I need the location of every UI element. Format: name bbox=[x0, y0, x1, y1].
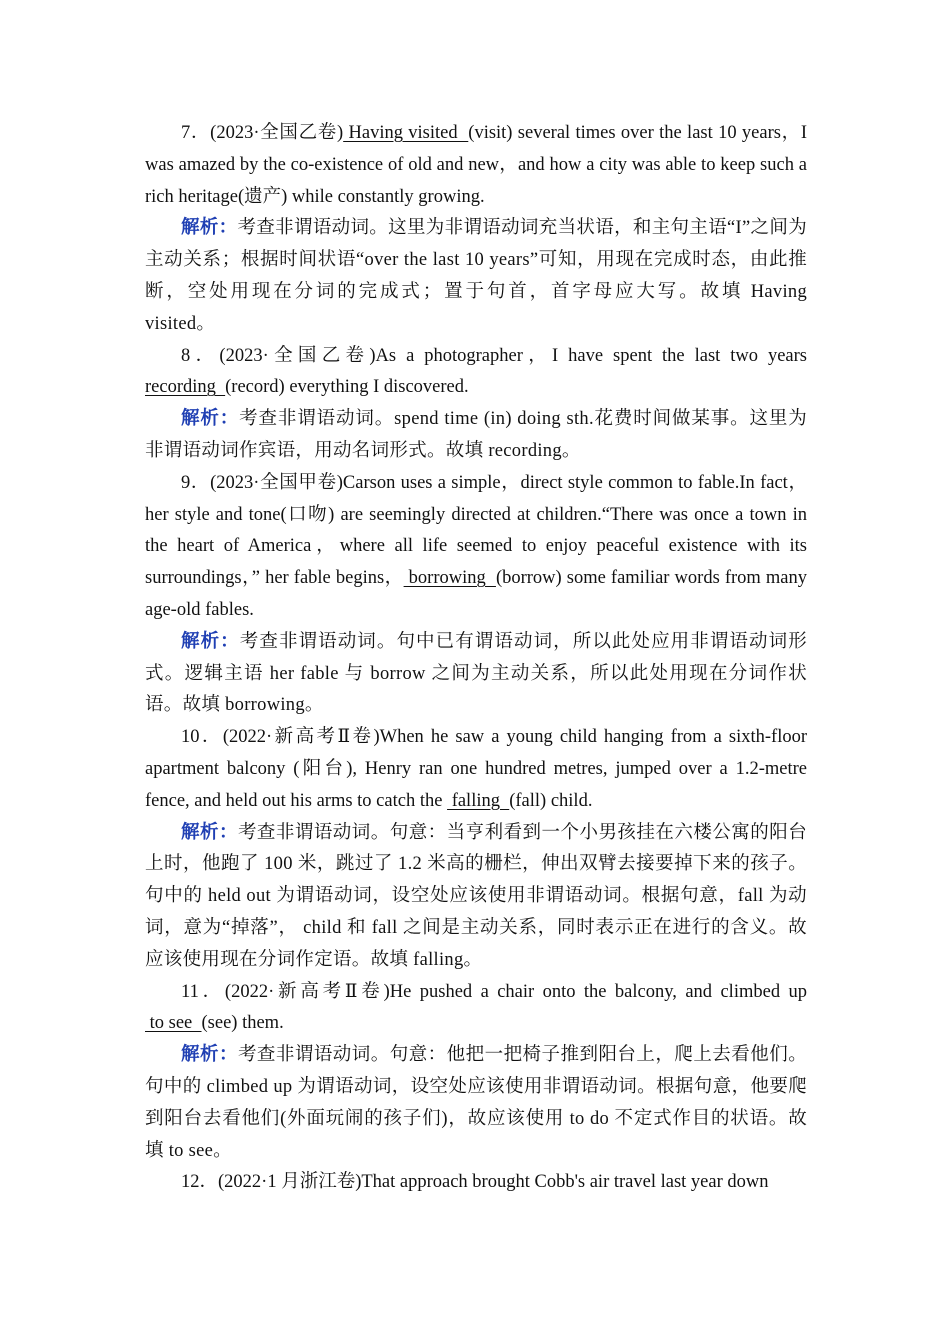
answer-blank: falling bbox=[447, 790, 510, 811]
document-page bbox=[145, 118, 807, 1199]
answer-blank: recording bbox=[145, 377, 226, 398]
analysis-label: 解析： bbox=[181, 218, 238, 239]
question-text-rest: (borrow) some familiar words from many age-old fables. bbox=[145, 568, 808, 620]
question-text-rest: (visit) several times over the last 10 years，I was amazed by the co-existence of old and new，and how a city was able to keep such a rich heritage(遗产) while constantly growing. bbox=[145, 123, 808, 207]
analysis-text: 考查非谓语动词。句意：当亨利看到一个小男孩挂在六楼公寓的阳台上时，他跑了 100 米，跳过了 1.2 米高的栅栏，伸出双臂去接要掉下来的孩子。句中的 held out 为谓语动词，设空处应该使用非谓语动词。根据句意，fall 为动词，意为“掉落”， child 和 fall 之间是主动关系，同时表示正在进行的含义。故应该使用现在分词作定语。故填 falling。 bbox=[145, 822, 807, 970]
question-9 bbox=[145, 468, 807, 627]
question-8 bbox=[145, 341, 807, 405]
analysis-text: 考查非谓语动词。这里为非谓语动词充当状语，和主句主语“I”之间为主动关系；根据时间状语“over the last 10 years”可知，用现在完成时态，由此推断，空处用现在分词的完成式；置于句首，首字母应大写。故填 Having visited。 bbox=[145, 218, 808, 334]
question-7 bbox=[145, 118, 807, 213]
question-10 bbox=[145, 722, 807, 817]
answer-blank: Having visited bbox=[343, 123, 469, 143]
analysis-7 bbox=[145, 213, 807, 340]
question-text-rest: (see) them. bbox=[201, 1013, 284, 1034]
question-text: 11．(2022·新高考Ⅱ卷)He pushed a chair onto the balcony, and climbed up bbox=[181, 981, 807, 1002]
question-11 bbox=[145, 977, 807, 1041]
analysis-text: 考查非谓语动词。句意：他把一把椅子推到阳台上，爬上去看他们。句中的 climbed up 为谓语动词，设空处应该使用非谓语动词。根据句意，他要爬到阳台去看他们(外面玩闹的孩子们)，故应该使用 to do 不定式作目的状语。故填 to see。 bbox=[145, 1045, 807, 1161]
question-text-rest: (record) everything I discovered. bbox=[225, 377, 469, 398]
question-text: 10．(2022·新高考Ⅱ卷)When he saw a young child hanging from a sixth-floor apartment balcony (阳台), Henry ran one hundred metres, jumped over a 1.2-metre fence, and held out his arms to catch the bbox=[145, 727, 807, 811]
question-text: 9．(2023·全国甲卷)Carson uses a simple，direct style common to fable.In fact，her style and tone(口吻) are seemingly directed at children.“There was once a town in the heart of America，where all life seemed to enjoy peaceful existence with its surroundings，” her fable begins， bbox=[145, 472, 807, 589]
analysis-text: 考查非谓语动词。句中已有谓语动词，所以此处应用非谓语动词形式。逻辑主语 her fable 与 borrow 之间为主动关系，所以此处用现在分词作状语。故填 borrowing。 bbox=[145, 631, 807, 716]
analysis-10 bbox=[145, 818, 807, 977]
question-text-rest: (fall) child. bbox=[509, 790, 593, 811]
analysis-11 bbox=[145, 1040, 807, 1167]
answer-blank: borrowing bbox=[403, 568, 496, 589]
analysis-9 bbox=[145, 627, 807, 722]
answer-blank: to see bbox=[145, 1013, 202, 1034]
question-text: 8．(2023·全国乙卷)As a photographer，I have spent the last two years bbox=[181, 345, 807, 366]
analysis-label: 解析： bbox=[181, 409, 240, 430]
analysis-label: 解析： bbox=[181, 631, 240, 652]
analysis-8 bbox=[145, 404, 807, 468]
question-text: 7．(2023·全国乙卷) bbox=[181, 123, 344, 143]
analysis-label: 解析： bbox=[181, 822, 238, 843]
analysis-label: 解析： bbox=[181, 1045, 238, 1066]
analysis-text: 考查非谓语动词。spend time (in) doing sth.花费时间做某事。这里为非谓语动词作宾语，用动名词形式。故填 recording。 bbox=[145, 409, 808, 461]
question-12 bbox=[145, 1167, 807, 1199]
question-text: 12．(2022·1 月浙江卷)That approach brought Cobb's air travel last year down bbox=[181, 1172, 769, 1193]
